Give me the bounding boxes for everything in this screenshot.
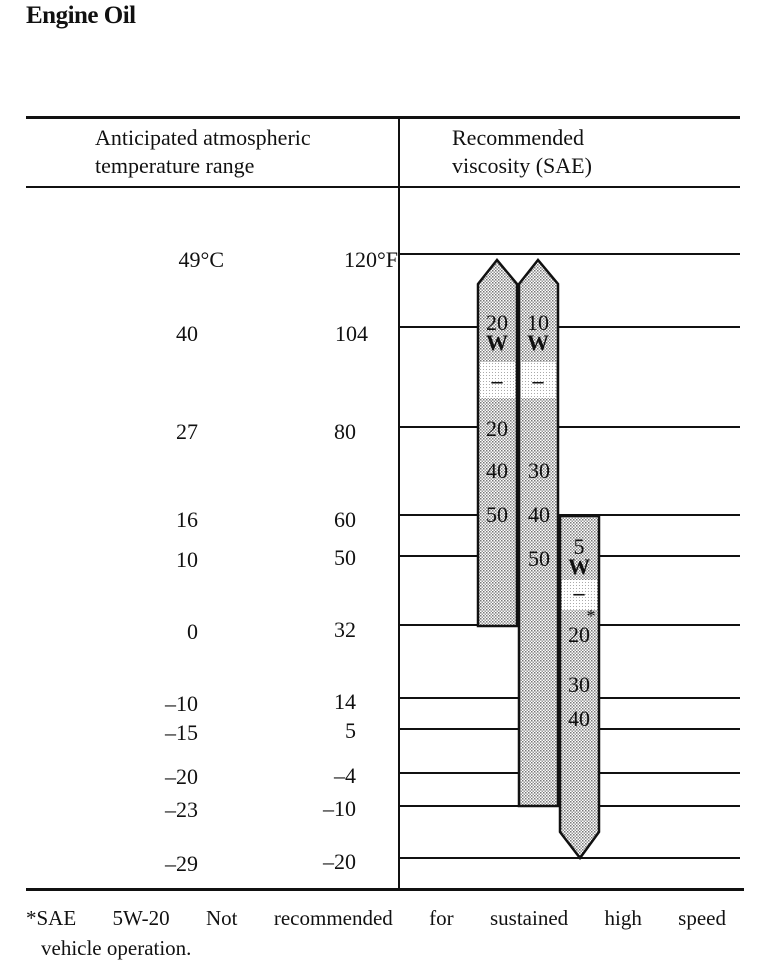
temp-c: –15 [165,720,198,745]
temp-c: 27 [176,419,198,444]
temp-f: 14 [334,689,356,714]
bar-5w-label: – [573,580,585,605]
bar-10w-label: 30 [528,458,550,483]
bar-5w-label: W [568,554,590,579]
bar-5w-label: 5 [573,534,585,559]
temp-f: 80 [334,419,356,444]
temp-c: –10 [165,691,198,716]
temp-f: 60 [334,507,356,532]
temp-f: 32 [334,617,356,642]
bar-10w-label: – [532,368,544,393]
bar-5w-label: 30 [568,672,590,697]
temp-f: –10 [323,796,356,821]
bar-20w-label: 20 [486,310,508,335]
temp-c: –29 [165,851,198,876]
temp-c: 40 [176,321,198,346]
temp-c: –23 [165,797,198,822]
bar-20w-label: – [491,368,503,393]
temp-f: 120°F [343,247,398,272]
bar-20w-label: W [486,330,508,355]
header-line: viscosity (SAE) [452,153,592,178]
temp-f: 50 [334,545,356,570]
temp-c: 0 [187,619,198,644]
header-line: Recommended [452,125,584,150]
header-line: Anticipated atmospheric [95,125,311,150]
footnote [26,903,726,963]
bar-20w-label: 50 [486,502,508,527]
footnote-line-2: vehicle operation. [41,936,192,960]
bar-10w-label: W [527,330,549,355]
bar-5w-label: * [586,606,596,626]
page-title: Engine Oil [26,2,136,29]
temp-c: 49°C [178,247,224,272]
temp-f: –20 [323,849,356,874]
header-line: temperature range [95,153,255,178]
temp-f: 104 [335,321,368,346]
temp-f: 5 [345,718,356,743]
bar-20w-label: 20 [486,416,508,441]
temp-c: –20 [165,764,198,789]
footnote-line-1: *SAE 5W-20 Not recommended for sustained high speed [26,906,726,930]
bar-20w-label: 40 [486,458,508,483]
bar-10w-label: 10 [527,310,549,335]
temp-c: 10 [176,547,198,572]
temp-f: –4 [334,763,356,788]
bar-5w-label: 40 [568,706,590,731]
bar-10w-label: 50 [528,546,550,571]
bar-10w-label: 40 [528,502,550,527]
temp-c: 16 [176,507,198,532]
bar-5w-label: 20 [568,622,590,647]
